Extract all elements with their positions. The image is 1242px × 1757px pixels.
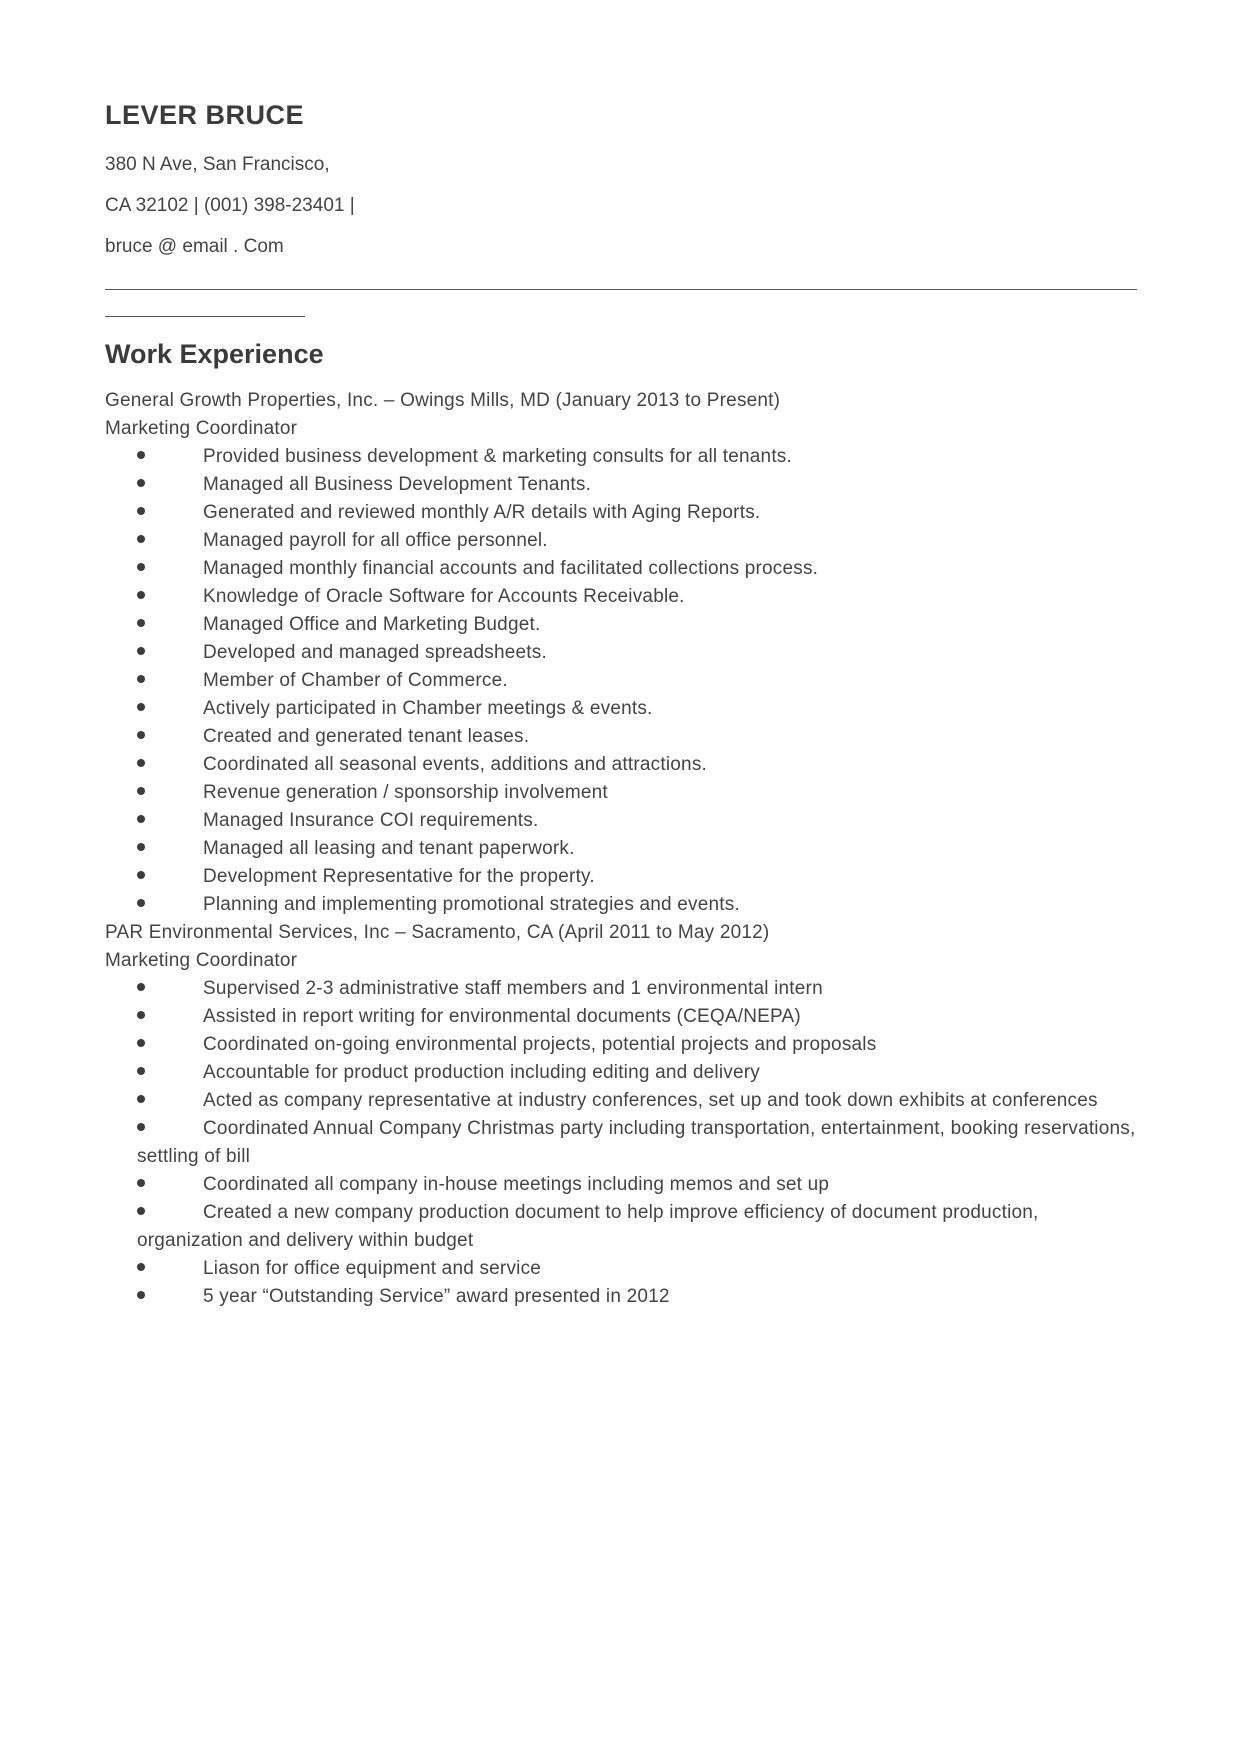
bullet-item — [137, 807, 1137, 835]
bullet-item — [137, 1115, 1137, 1171]
bullet-dot-icon — [137, 703, 145, 711]
bullet-text: Coordinated on-going environmental projects, potential projects and proposals — [203, 1034, 877, 1055]
bullet-item — [137, 1171, 1137, 1199]
bullet-text: 5 year “Outstanding Service” award presented in 2012 — [203, 1286, 670, 1307]
bullet-dot-icon — [137, 871, 145, 879]
bullet-item — [137, 891, 1137, 919]
bullet-text: Assisted in report writing for environmental documents (CEQA/NEPA) — [203, 1006, 801, 1027]
bullet-item — [137, 1003, 1137, 1031]
bullet-item — [137, 527, 1137, 555]
bullet-text: Managed Office and Marketing Budget. — [203, 614, 541, 635]
bullet-dot-icon — [137, 591, 145, 599]
job-header: General Growth Properties, Inc. – Owings Mills, MD (January 2013 to Present) — [105, 390, 781, 411]
bullet-item — [137, 583, 1137, 611]
bullet-item — [137, 499, 1137, 527]
contact-line-phone: CA 32102 | (001) 398-23401 | — [105, 195, 355, 216]
bullet-dot-icon — [137, 1179, 145, 1187]
bullet-text: Planning and implementing promotional strategies and events. — [203, 894, 740, 915]
bullet-dot-icon — [137, 1123, 145, 1131]
bullet-dot-icon — [137, 451, 145, 459]
bullet-text: Coordinated Annual Company Christmas party including transportation, entertainment, booking reservations, settling of bill — [137, 1118, 1136, 1167]
bullet-dot-icon — [137, 619, 145, 627]
bullet-text: Managed all leasing and tenant paperwork. — [203, 838, 575, 859]
bullet-item — [137, 695, 1137, 723]
bullet-dot-icon — [137, 1291, 145, 1299]
bullet-text: Created and generated tenant leases. — [203, 726, 530, 747]
bullet-text: Generated and reviewed monthly A/R details with Aging Reports. — [203, 502, 761, 523]
job-title: Marketing Coordinator — [105, 418, 298, 439]
bullet-text: Revenue generation / sponsorship involvement — [203, 782, 608, 803]
bullet-dot-icon — [137, 983, 145, 991]
divider-line-short — [105, 316, 305, 317]
bullet-item — [137, 723, 1137, 751]
bullet-text: Development Representative for the property. — [203, 866, 595, 887]
bullet-text: Managed Insurance COI requirements. — [203, 810, 539, 831]
bullet-text: Accountable for product production including editing and delivery — [203, 1062, 760, 1083]
bullet-text: Coordinated all company in-house meetings including memos and set up — [203, 1174, 830, 1195]
bullet-item — [137, 639, 1137, 667]
bullet-item — [137, 779, 1137, 807]
bullet-text: Managed monthly financial accounts and facilitated collections process. — [203, 558, 819, 579]
bullet-dot-icon — [137, 731, 145, 739]
resume-name: LEVER BRUCE — [105, 100, 305, 130]
bullet-item — [137, 1059, 1137, 1087]
bullet-text: Acted as company representative at industry conferences, set up and took down exhibits at conferences — [203, 1090, 1098, 1111]
divider-line-long — [105, 289, 1137, 290]
bullet-item — [137, 835, 1137, 863]
bullet-dot-icon — [137, 675, 145, 683]
bullet-item — [137, 443, 1137, 471]
bullet-item — [137, 1255, 1137, 1283]
bullet-dot-icon — [137, 759, 145, 767]
bullet-item — [137, 863, 1137, 891]
bullet-item — [137, 751, 1137, 779]
bullet-text: Knowledge of Oracle Software for Accounts Receivable. — [203, 586, 685, 607]
bullet-dot-icon — [137, 787, 145, 795]
bullet-text: Member of Chamber of Commerce. — [203, 670, 508, 691]
job-header: PAR Environmental Services, Inc – Sacramento, CA (April 2011 to May 2012) — [105, 922, 770, 943]
bullet-dot-icon — [137, 535, 145, 543]
bullet-item — [137, 975, 1137, 1003]
bullet-item — [137, 555, 1137, 583]
bullet-dot-icon — [137, 899, 145, 907]
bullet-dot-icon — [137, 1095, 145, 1103]
bullet-dot-icon — [137, 1263, 145, 1271]
bullet-dot-icon — [137, 1039, 145, 1047]
job-title: Marketing Coordinator — [105, 950, 298, 971]
bullet-dot-icon — [137, 563, 145, 571]
bullet-text: Managed payroll for all office personnel. — [203, 530, 548, 551]
bullet-dot-icon — [137, 1011, 145, 1019]
bullet-dot-icon — [137, 1067, 145, 1075]
bullet-text: Liason for office equipment and service — [203, 1258, 542, 1279]
bullet-text: Coordinated all seasonal events, additions and attractions. — [203, 754, 707, 775]
bullet-text: Developed and managed spreadsheets. — [203, 642, 547, 663]
bullet-item — [137, 1199, 1137, 1255]
contact-line-address: 380 N Ave, San Francisco, — [105, 154, 330, 175]
bullet-text: Actively participated in Chamber meetings & events. — [203, 698, 653, 719]
bullet-item — [137, 1283, 1137, 1311]
bullet-text: Created a new company production document to help improve efficiency of document production, organization and delivery within budget — [137, 1202, 1039, 1251]
bullet-item — [137, 611, 1137, 639]
bullet-item — [137, 667, 1137, 695]
bullet-dot-icon — [137, 815, 145, 823]
contact-line-email: bruce @ email . Com — [105, 236, 284, 257]
bullet-dot-icon — [137, 479, 145, 487]
bullet-dot-icon — [137, 647, 145, 655]
bullet-text: Supervised 2-3 administrative staff members and 1 environmental intern — [203, 978, 823, 999]
bullet-dot-icon — [137, 1207, 145, 1215]
bullet-dot-icon — [137, 843, 145, 851]
bullet-text: Provided business development & marketing consults for all tenants. — [203, 446, 792, 467]
section-heading-work-experience: Work Experience — [105, 339, 324, 369]
bullet-item — [137, 471, 1137, 499]
bullet-dot-icon — [137, 507, 145, 515]
bullet-item — [137, 1031, 1137, 1059]
bullet-text: Managed all Business Development Tenants. — [203, 474, 592, 495]
bullet-item — [137, 1087, 1137, 1115]
